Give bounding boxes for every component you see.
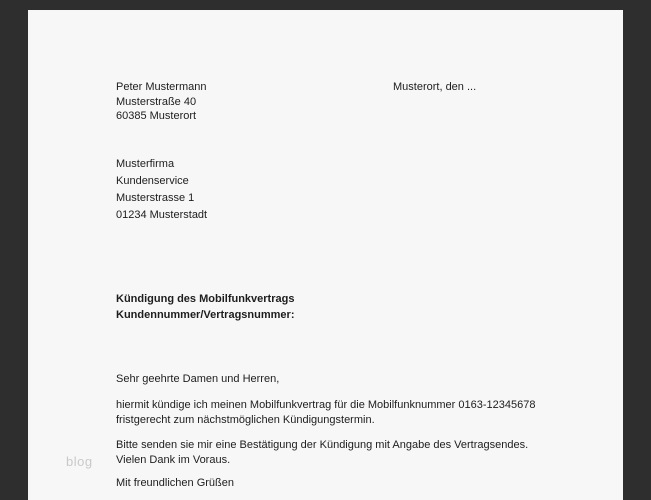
- place-and-date: Musterort, den ...: [393, 81, 477, 93]
- subject-line-block: [116, 291, 294, 323]
- recipient-department: Kundenservice: [116, 175, 189, 187]
- recipient-street: Musterstrasse 1: [116, 192, 195, 204]
- closing-greeting: Mit freundlichen Grüßen: [116, 477, 234, 489]
- page-margin-right: [623, 0, 651, 500]
- subject-line-2: Kundennummer/Vertragsnummer:: [116, 309, 295, 321]
- subject-line-1: Kündigung des Mobilfunkvertrags: [116, 293, 295, 305]
- recipient-address-block: [116, 156, 207, 224]
- watermark-text: blog: [66, 454, 93, 469]
- recipient-company: Musterfirma: [116, 158, 175, 170]
- body-paragraph-1: hiermit kündige ich meinen Mobilfunkvertrag für die Mobilfunknummer 0163-12345678 fristgerecht zum nächstmöglichen Kündigungstermin.: [116, 399, 536, 426]
- recipient-city: 01234 Musterstadt: [116, 209, 208, 221]
- sender-name: Peter Mustermann: [116, 81, 207, 93]
- body-paragraph-2: Bitte senden sie mir eine Bestätigung der Kündigung mit Angabe des Vertragsendes. Vielen Dank im Voraus.: [116, 439, 529, 466]
- sender-street: Musterstraße 40: [116, 95, 197, 108]
- page-margin-top: [0, 0, 651, 10]
- salutation: Sehr geehrte Damen und Herren,: [116, 373, 280, 385]
- letter-page: [28, 10, 623, 500]
- sender-address-block: [116, 80, 206, 124]
- page-margin-left: [0, 0, 28, 500]
- letter-content: [88, 10, 578, 500]
- sender-city: 60385 Musterort: [116, 110, 197, 122]
